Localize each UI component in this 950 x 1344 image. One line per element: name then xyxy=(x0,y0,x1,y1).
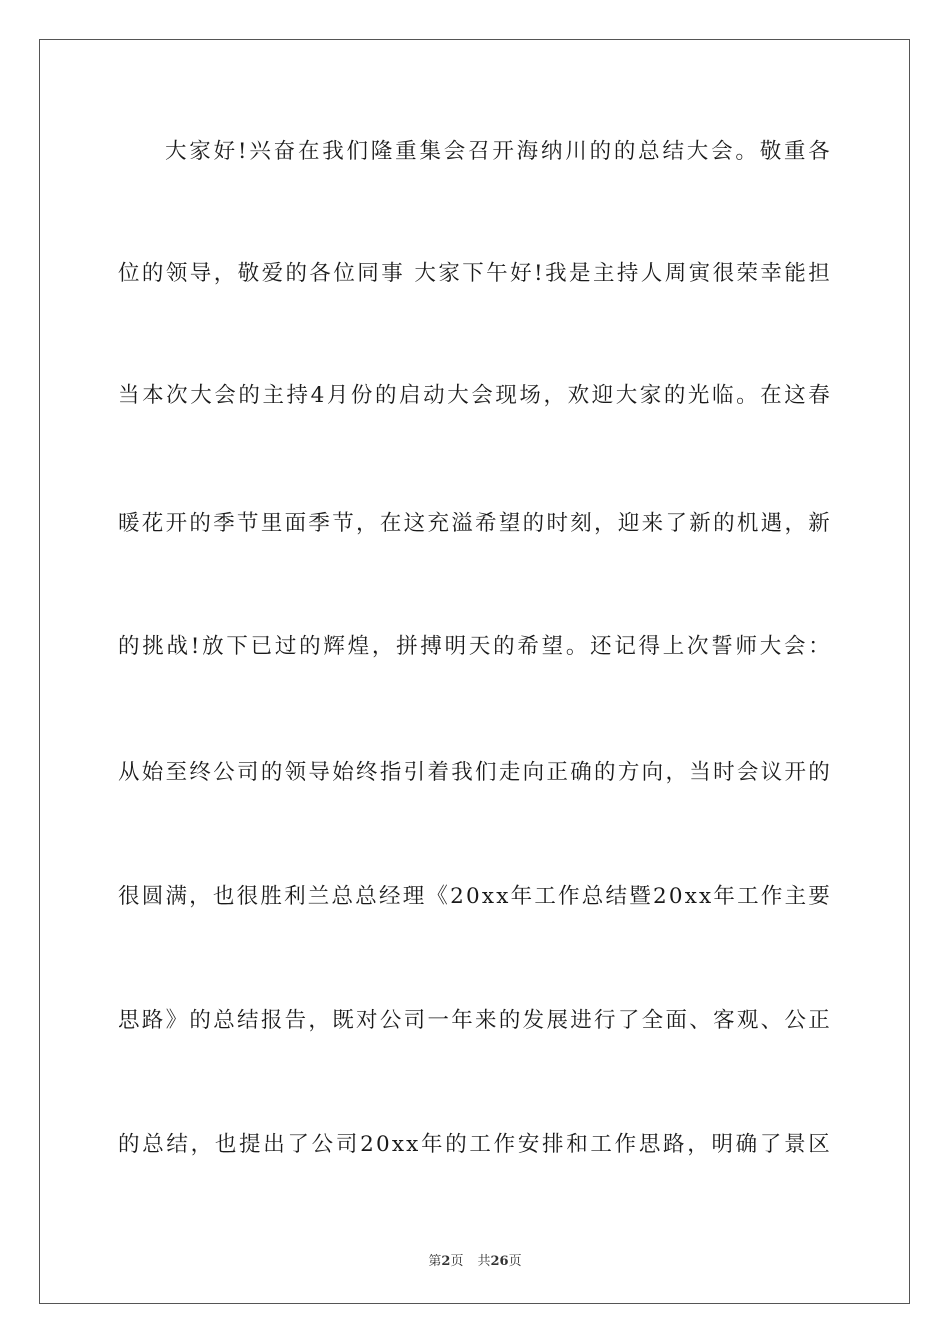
total-label-prefix: 共 xyxy=(477,1254,491,1269)
paragraph-line-6: 从始至终公司的领导始终指引着我们走向正确的方向，当时会议开的 xyxy=(118,760,832,785)
paragraph-line-5: 的挑战!放下已过的辉煌，拼搏明天的希望。还记得上次誓师大会： xyxy=(118,634,832,659)
paragraph-line-9: 的总结，也提出了公司20xx年的工作安排和工作思路，明确了景区 xyxy=(118,1132,832,1157)
paragraph-line-1: 大家好!兴奋在我们隆重集会召开海纳川的的总结大会。敬重各 xyxy=(165,139,832,164)
paragraph-line-2: 位的领导，敬爱的各位同事 大家下午好!我是主持人周寅很荣幸能担 xyxy=(118,261,832,286)
page-label-suffix: 页 xyxy=(450,1254,464,1269)
paragraph-line-8: 思路》的总结报告，既对公司一年来的发展进行了全面、客观、公正 xyxy=(118,1008,832,1033)
paragraph-line-4: 暖花开的季节里面季节，在这充溢希望的时刻，迎来了新的机遇，新 xyxy=(118,511,832,536)
paragraph-line-3: 当本次大会的主持4月份的启动大会现场，欢迎大家的光临。在这春 xyxy=(118,383,832,408)
page-border xyxy=(39,39,910,1304)
page-label-prefix: 第 xyxy=(428,1254,442,1269)
page-number: 2 xyxy=(441,1254,451,1269)
page-footer xyxy=(0,1250,950,1269)
total-label-suffix: 页 xyxy=(508,1254,522,1269)
paragraph-line-7: 很圆满，也很胜利兰总总经理《20xx年工作总结暨20xx年工作主要 xyxy=(118,884,832,909)
total-pages: 26 xyxy=(490,1254,509,1269)
